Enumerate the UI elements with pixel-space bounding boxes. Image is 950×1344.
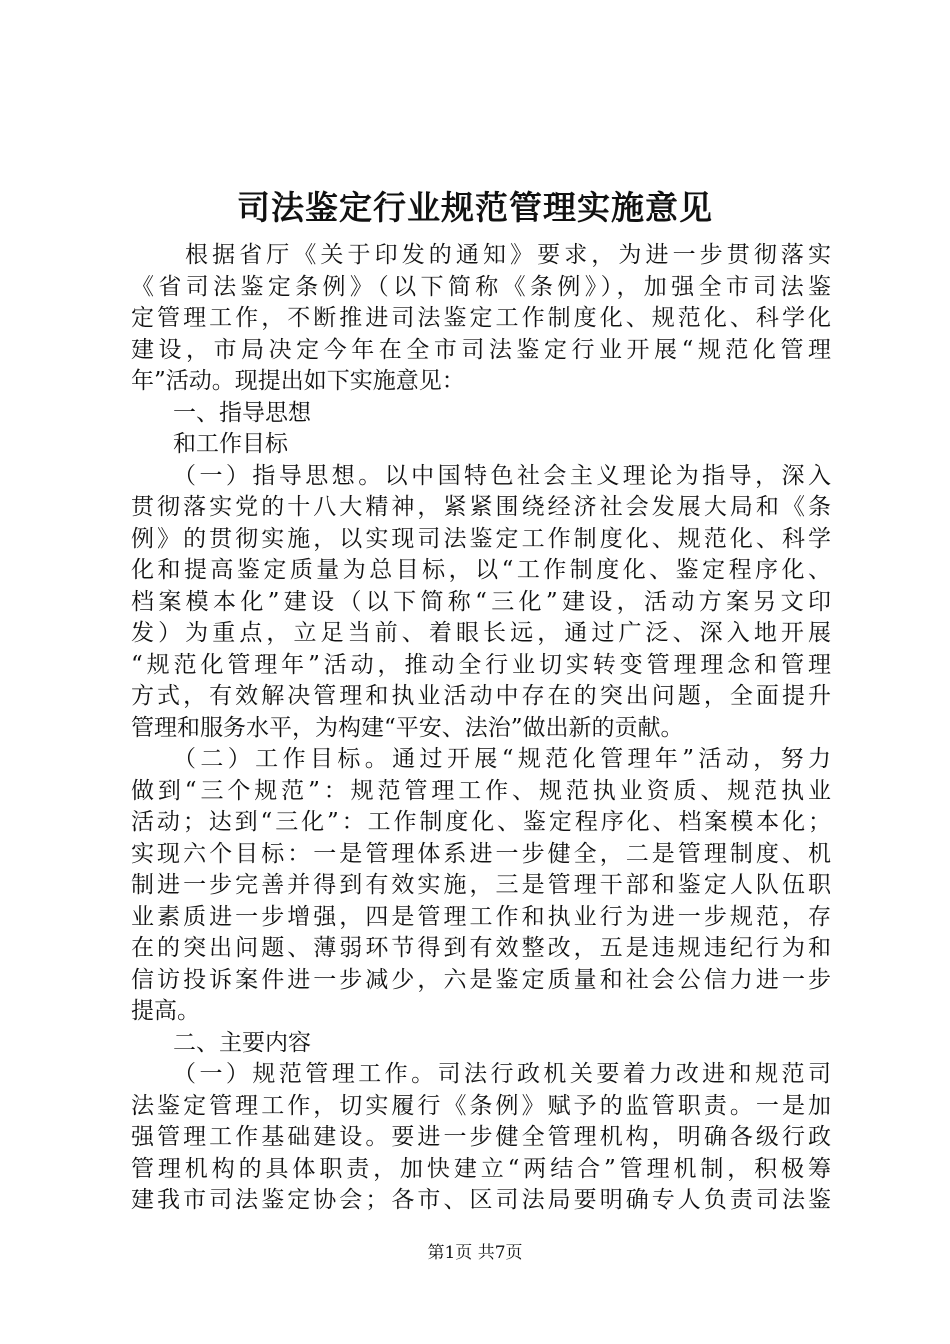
text-line: 档案模本化”建设（以下简称“三化”建设，活动方案另文印 [131,588,831,615]
section-heading: 二、主要内容 [173,1029,311,1056]
text-line: 发）为重点，立足当前、着眼长远，通过广泛、深入地开展 [131,620,831,646]
text-line: 贯彻落实党的十八大精神，紧紧围绕经济社会发展大局和《条 [131,494,831,520]
text-line: 管理和服务水平，为构建“平安、法治”做出新的贡献。 [131,714,684,741]
section-heading: 一、指导思想 [173,399,311,426]
text-line: 根据省厅《关于印发的通知》要求，为进一步贯彻落实 [185,242,831,268]
text-line: （一）指导思想。以中国特色社会主义理论为指导，深入 [173,462,831,489]
text-line: 定管理工作，不断推进司法鉴定工作制度化、规范化、科学化 [131,305,831,331]
text-line: 例》的贯彻实施，以实现司法鉴定工作制度化、规范化、科学 [131,525,831,552]
text-line: 强管理工作基础建设。要进一步健全管理机构，明确各级行政 [131,1124,831,1150]
text-line: 做到“三个规范”：规范管理工作、规范执业资质、规范执业 [131,777,831,804]
section-heading-continued: 和工作目标 [173,431,288,457]
text-line: 业素质进一步增强，四是管理工作和执业行为进一步规范，存 [131,903,831,930]
text-line: （一）规范管理工作。司法行政机关要着力改进和规范司 [173,1061,831,1087]
page-footer: 第1页 共7页 [427,1243,523,1263]
text-line: 信访投诉案件进一步减少，六是鉴定质量和社会公信力进一步 [131,966,831,993]
document-title: 司法鉴定行业规范管理实施意见 [237,188,713,227]
text-line: 法鉴定管理工作，切实履行《条例》赋予的监管职责。一是加 [131,1092,831,1119]
text-line: 提高。 [131,998,200,1024]
text-line: 方式，有效解决管理和执业活动中存在的突出问题，全面提升 [131,683,831,709]
text-line: 建设，市局决定今年在全市司法鉴定行业开展“规范化管理 [131,336,831,363]
text-line: 化和提高鉴定质量为总目标，以“工作制度化、鉴定程序化、 [131,557,831,583]
text-line: 实现六个目标：一是管理体系进一步健全，二是管理制度、机 [131,840,831,867]
text-line: 活动；达到“三化”：工作制度化、鉴定程序化、档案模本化； [131,809,831,835]
text-line: 《省司法鉴定条例》（以下简称《条例》），加强全市司法鉴 [131,273,831,300]
text-line: 在的突出问题、薄弱环节得到有效整改，五是违规违纪行为和 [131,935,831,961]
text-line: “规范化管理年”活动，推动全行业切实转变管理理念和管理 [131,651,831,678]
text-line: 管理机构的具体职责，加快建立“两结合”管理机制，积极筹 [131,1155,831,1182]
document-body [131,240,831,1217]
text-line: 建我市司法鉴定协会；各市、区司法局要明确专人负责司法鉴 [131,1187,831,1213]
text-line: 年”活动。现提出如下实施意见： [131,368,465,394]
text-line: （二）工作目标。通过开展“规范化管理年”活动，努力 [173,746,831,772]
text-line: 制进一步完善并得到有效实施，三是管理干部和鉴定人队伍职 [131,872,831,898]
